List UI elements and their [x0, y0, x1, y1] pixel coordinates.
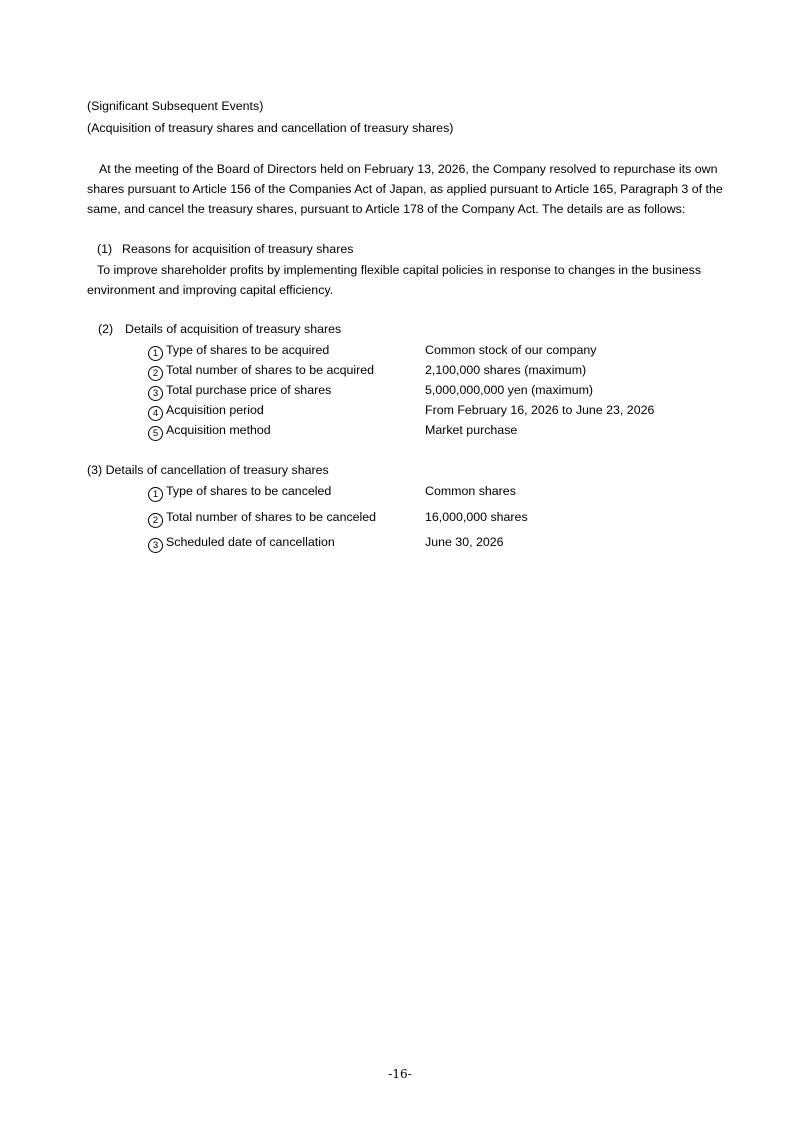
circled-number: 4 — [148, 406, 163, 421]
circled-number: 5 — [148, 426, 163, 441]
circled-number: 3 — [148, 386, 163, 401]
intro-line: same, and cancel the treasury shares, pursuant to Article 178 of the Company Act. The details are as follows: — [87, 202, 686, 216]
acquisition-item-label: 1 Type of shares to be acquired — [148, 342, 329, 361]
acquisition-number: (2) — [98, 322, 114, 336]
circled-number: 1 — [148, 487, 163, 502]
intro-line: shares pursuant to Article 156 of the Companies Act of Japan, as applied pursuant to Article 165, Paragraph 3 of the — [87, 182, 723, 196]
acquisition-item-label: 4 Acquisition period — [148, 402, 264, 421]
acquisition-item-label: 2 Total number of shares to be acquired — [148, 362, 374, 381]
reasons-title: Reasons for acquisition of treasury shares — [122, 242, 354, 256]
reasons-text-line: To improve shareholder profits by implementing flexible capital policies in response to changes in the business — [97, 263, 702, 277]
acquisition-item-value: 2,100,000 shares (maximum) — [425, 363, 587, 377]
acquisition-item-value: 5,000,000,000 yen (maximum) — [425, 383, 594, 397]
cancellation-item-value: June 30, 2026 — [425, 535, 504, 549]
acquisition-item-label: 5 Acquisition method — [148, 422, 271, 441]
cancellation-item-value: Common shares — [425, 484, 516, 498]
section-subtitle: (Acquisition of treasury shares and cancellation of treasury shares) — [87, 121, 454, 135]
cancellation-item-value: 16,000,000 shares — [425, 510, 528, 524]
intro-line: At the meeting of the Board of Directors held on February 13, 2026, the Company resolved to repurchase its own — [99, 162, 718, 176]
circled-number: 2 — [148, 366, 163, 381]
cancellation-item-label: 1 Type of shares to be canceled — [148, 483, 331, 502]
reasons-text-line: environment and improving capital efficiency. — [87, 283, 334, 297]
circled-number: 3 — [148, 538, 163, 553]
section-heading: (Significant Subsequent Events) — [87, 99, 264, 113]
circled-number: 1 — [148, 346, 163, 361]
reasons-number: (1) — [97, 242, 113, 256]
acquisition-item-value: Common stock of our company — [425, 343, 597, 357]
cancellation-item-label: 3 Scheduled date of cancellation — [148, 534, 335, 553]
cancellation-title: (3) Details of cancellation of treasury shares — [87, 463, 329, 477]
cancellation-item-label: 2 Total number of shares to be canceled — [148, 509, 376, 528]
page-number: -16- — [388, 1067, 412, 1081]
acquisition-title: Details of acquisition of treasury shares — [125, 322, 342, 336]
acquisition-item-label: 3 Total purchase price of shares — [148, 382, 331, 401]
circled-number: 2 — [148, 513, 163, 528]
acquisition-item-value: From February 16, 2026 to June 23, 2026 — [425, 403, 655, 417]
acquisition-item-value: Market purchase — [425, 423, 518, 437]
